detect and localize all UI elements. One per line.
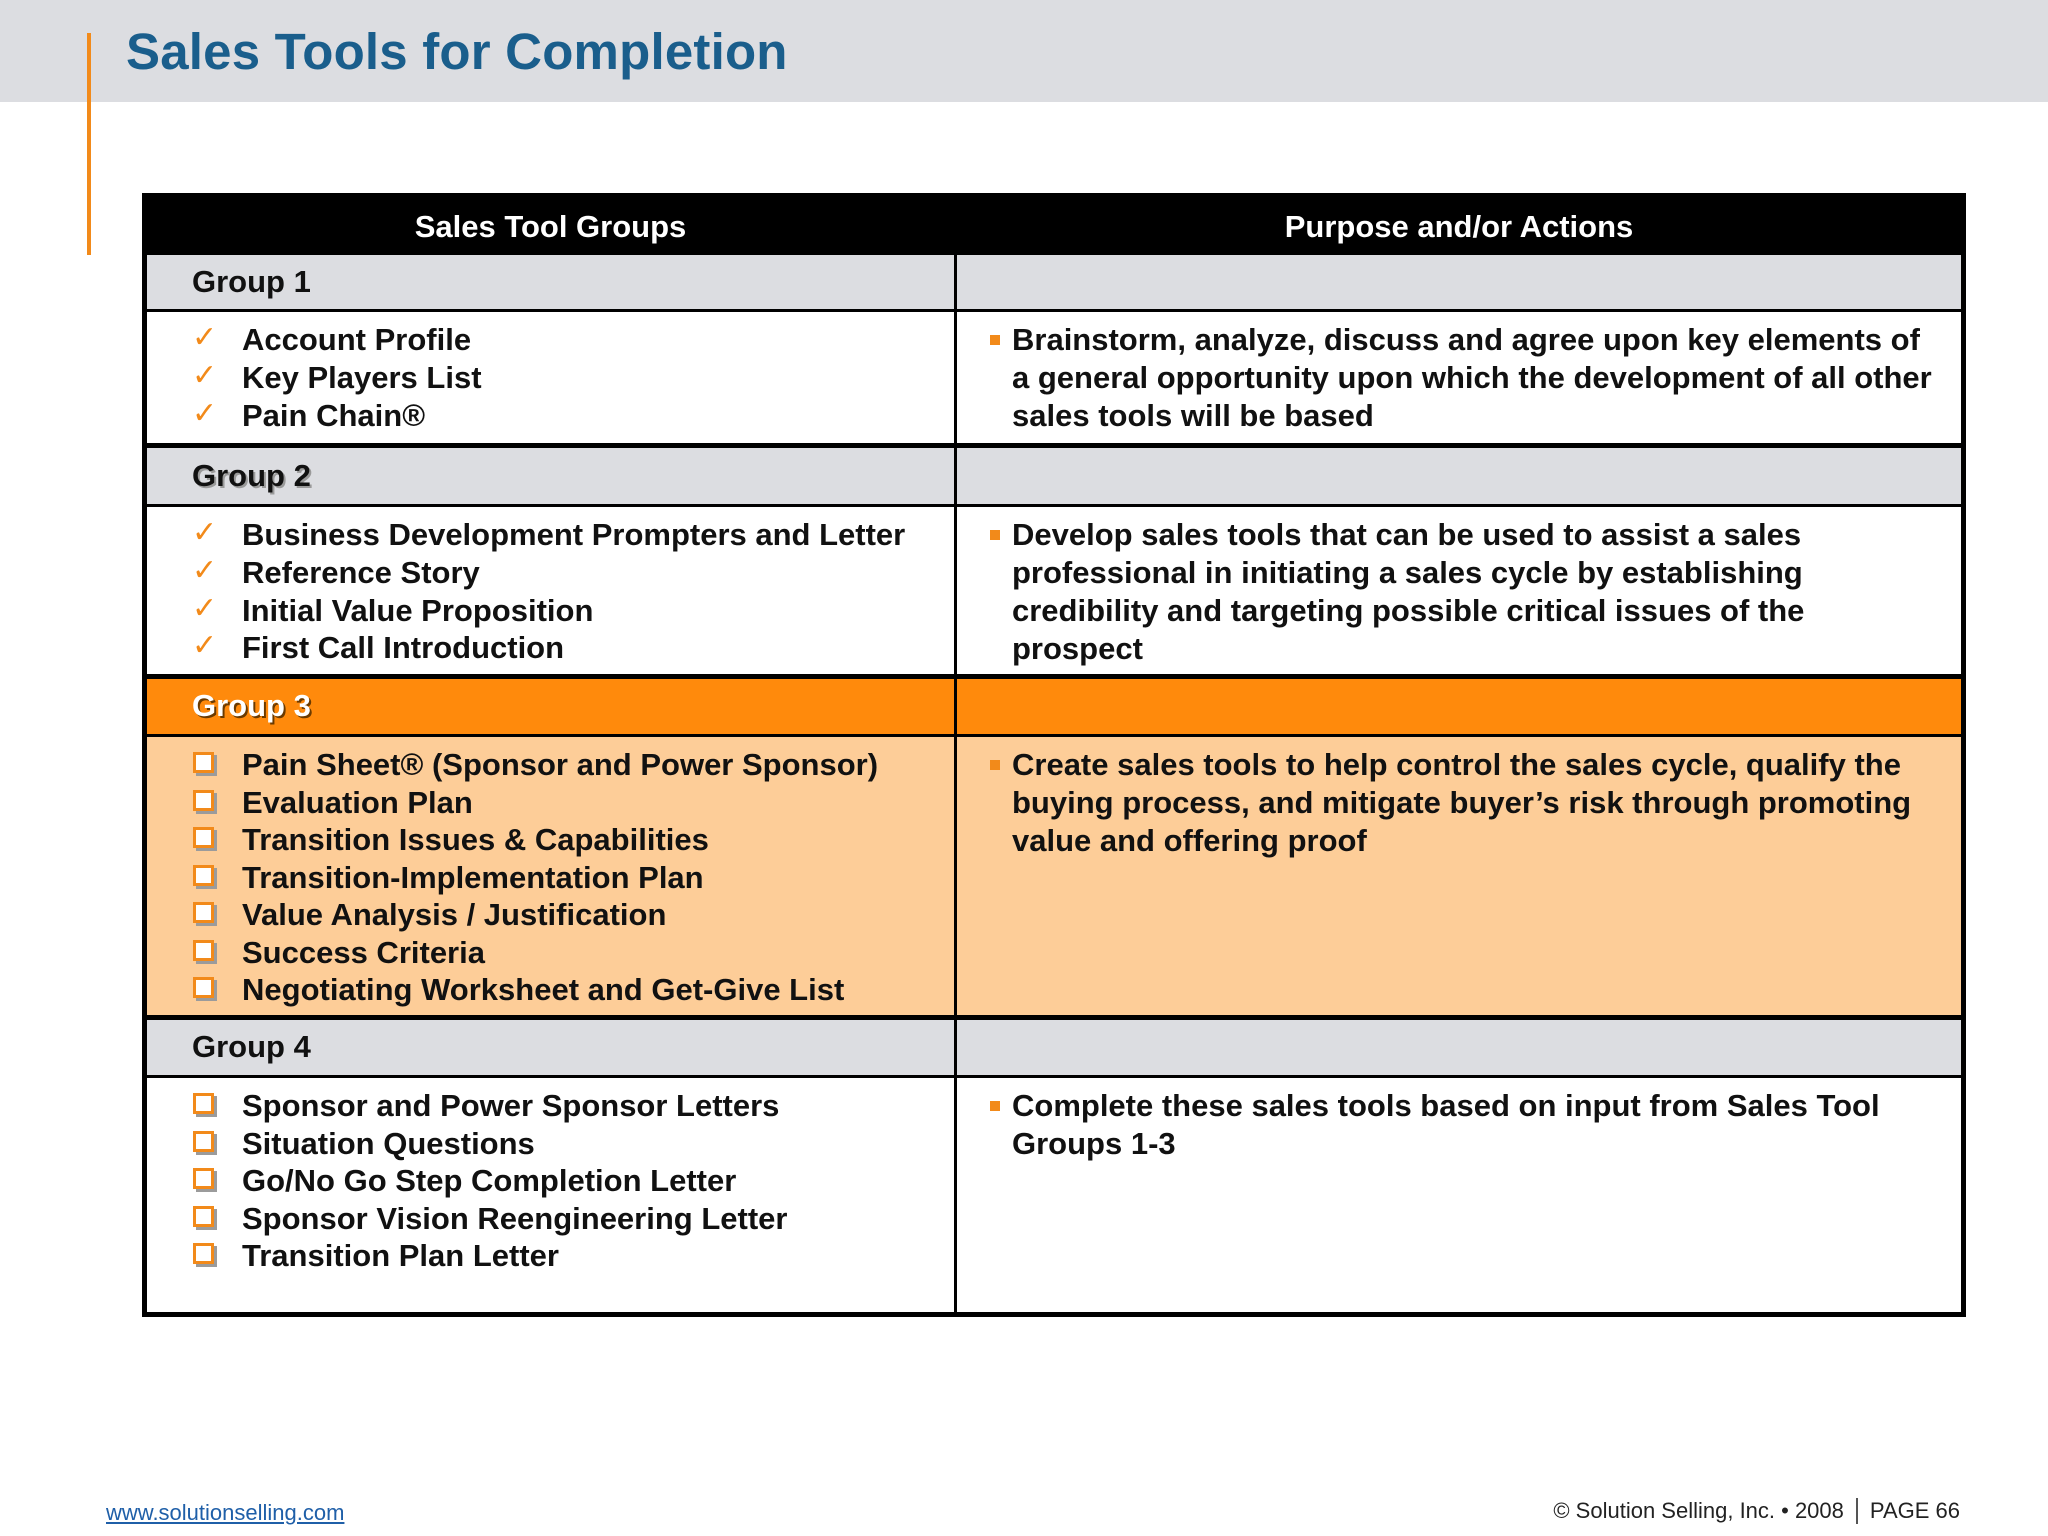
list-item: Value Analysis / Justification — [242, 897, 667, 932]
checkbox-icon — [193, 790, 214, 811]
page-title: Sales Tools for Completion — [126, 23, 788, 80]
list-item: Success Criteria — [242, 935, 485, 970]
list-item: Go/No Go Step Completion Letter — [242, 1163, 737, 1198]
group-1-content-row — [147, 312, 1961, 443]
list-item: Pain Chain® — [242, 398, 426, 433]
list-item: Reference Story — [242, 555, 480, 590]
footer-separator — [1856, 1498, 1858, 1524]
checkbox-icon — [193, 865, 214, 886]
square-bullet-icon — [990, 335, 1000, 345]
copyright-text: © Solution Selling, Inc. • 2008 — [1553, 1498, 1844, 1523]
footer-info — [1553, 1498, 1960, 1524]
purpose-line: Develop sales tools that can be used to assist a sales — [1012, 517, 1802, 552]
checkbox-icon — [193, 977, 214, 998]
list-item: Sponsor Vision Reengineering Letter — [242, 1201, 788, 1236]
list-item: Transition-Implementation Plan — [242, 860, 704, 895]
checkbox-icon — [193, 752, 214, 773]
checkbox-icon — [193, 940, 214, 961]
list-item: First Call Introduction — [242, 630, 565, 665]
checkbox-icon — [193, 1243, 214, 1264]
sales-tools-table — [142, 193, 1966, 1317]
group-3-purpose — [1012, 746, 1932, 860]
square-bullet-icon — [990, 1101, 1000, 1111]
purpose-line: professional in initiating a sales cycle by establishing — [1012, 555, 1803, 590]
group-1-label: Group 1 — [192, 264, 311, 299]
list-item: Negotiating Worksheet and Get-Give List — [242, 972, 845, 1007]
list-item: Sponsor and Power Sponsor Letters — [242, 1088, 780, 1123]
list-item: Evaluation Plan — [242, 785, 473, 820]
checkbox-icon — [193, 1168, 214, 1189]
list-item: Transition Plan Letter — [242, 1238, 559, 1273]
purpose-line: credibility and targeting possible critical issues of the — [1012, 593, 1805, 628]
list-item: Transition Issues & Capabilities — [242, 822, 709, 857]
checkbox-icon — [193, 1206, 214, 1227]
purpose-line: Create sales tools to help control the sales cycle, qualify the — [1012, 747, 1901, 782]
checkmark-icon: ✓ — [192, 629, 218, 662]
checkmark-icon: ✓ — [192, 397, 218, 430]
purpose-line: sales tools will be based — [1012, 398, 1374, 433]
checkmark-icon: ✓ — [192, 321, 218, 354]
list-item: Pain Sheet® (Sponsor and Power Sponsor) — [242, 747, 879, 782]
purpose-line: Groups 1-3 — [1012, 1126, 1176, 1161]
checkbox-icon — [193, 827, 214, 848]
group-3-header-row — [147, 679, 1961, 735]
group-2-label: Group 2 — [192, 458, 311, 493]
header-sales-tool-groups: Sales Tool Groups — [414, 209, 687, 244]
purpose-line: Brainstorm, analyze, discuss and agree upon key elements of — [1012, 322, 1920, 357]
checkmark-icon: ✓ — [192, 592, 218, 625]
group-1-purpose — [1012, 321, 1932, 435]
purpose-line: prospect — [1012, 631, 1143, 666]
group-4-header-row — [147, 1020, 1961, 1076]
column-divider — [954, 198, 957, 1312]
group-4-label: Group 4 — [192, 1029, 311, 1064]
purpose-line: a general opportunity upon which the development of all other — [1012, 360, 1932, 395]
group-2-header-row — [147, 448, 1961, 505]
header-purpose-actions: Purpose and/or Actions — [1284, 209, 1634, 244]
checkbox-icon — [193, 902, 214, 923]
group-2-purpose — [1012, 516, 1932, 668]
purpose-line: value and offering proof — [1012, 823, 1367, 858]
list-item: Key Players List — [242, 360, 482, 395]
checkbox-icon — [193, 1131, 214, 1152]
group-2-content-row — [147, 507, 1961, 674]
checkmark-icon: ✓ — [192, 359, 218, 392]
group-3-content-row — [147, 737, 1961, 1015]
list-item: Situation Questions — [242, 1126, 535, 1161]
list-item: Initial Value Proposition — [242, 593, 594, 628]
website-link[interactable]: www.solutionselling.com — [106, 1500, 345, 1525]
checkmark-icon: ✓ — [192, 516, 218, 549]
group-4-content-row — [147, 1078, 1961, 1312]
group-3-label: Group 3 — [192, 688, 311, 723]
page-number: PAGE 66 — [1869, 1498, 1960, 1523]
table-header — [147, 198, 1961, 255]
purpose-line: Complete these sales tools based on input from Sales Tool — [1012, 1088, 1880, 1123]
checkbox-icon — [193, 1093, 214, 1114]
list-item: Account Profile — [242, 322, 472, 357]
accent-rule — [87, 33, 91, 255]
square-bullet-icon — [990, 760, 1000, 770]
group-4-purpose — [1012, 1087, 1932, 1163]
purpose-line: buying process, and mitigate buyer’s risk through promoting — [1012, 785, 1912, 820]
list-item: Business Development Prompters and Letter — [242, 517, 906, 552]
checkmark-icon: ✓ — [192, 554, 218, 587]
group-1-header-row — [147, 255, 1961, 311]
square-bullet-icon — [990, 530, 1000, 540]
